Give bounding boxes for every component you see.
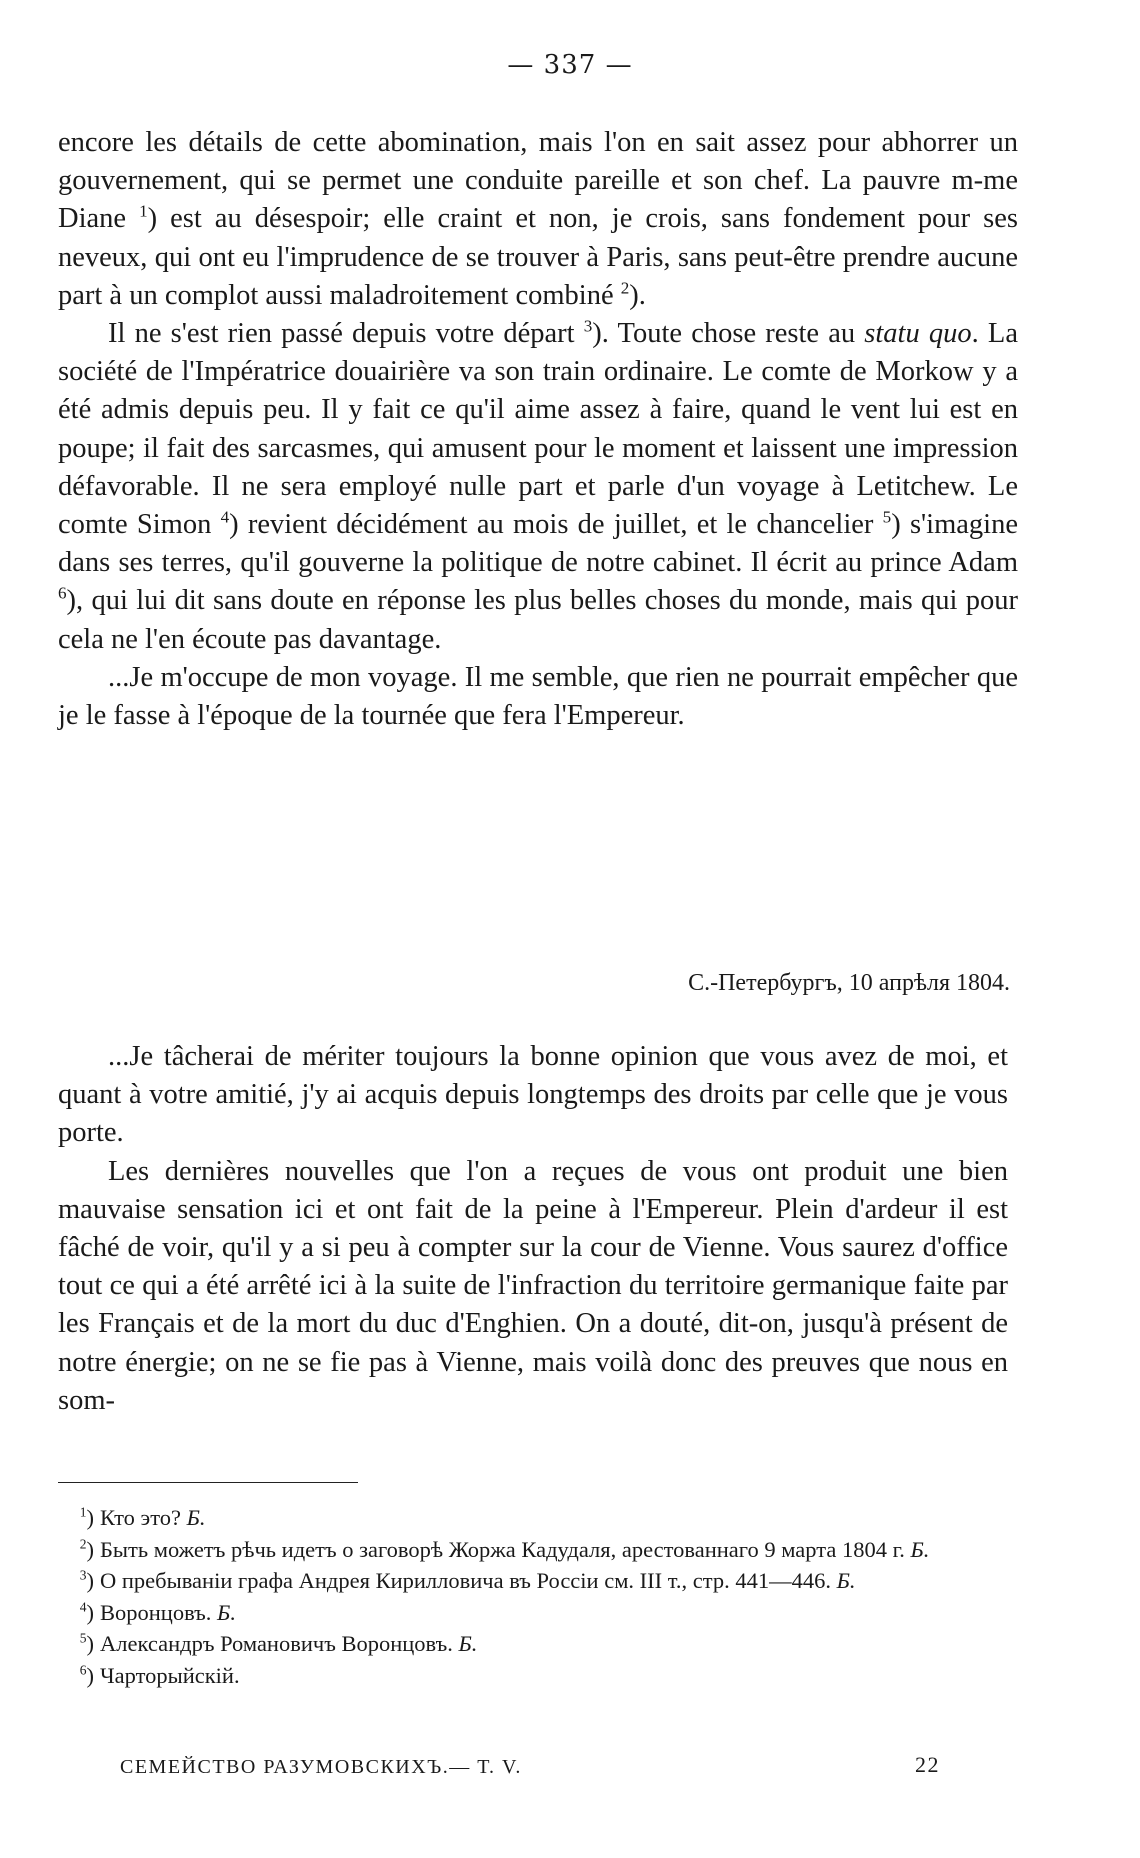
footnote xyxy=(50,1534,1010,1566)
text-run: encore les détails de cette abomination, mais l'on en sait assez pour abhorrer un gouvernement, qui se permet une conduite pareille et son chef. La pauvre m-me Diane xyxy=(58,127,1018,235)
footnote-mark: $^5$) xyxy=(79,1630,94,1656)
footnote-text: Быть можетъ рѣчь идетъ о заговорѣ Жоржа Кадудаля, арестованнаго 9 марта 1804 г. xyxy=(100,1536,911,1562)
paragraph: ...Je tâcherai de mériter toujours la bonne opinion que vous avez de moi, et quant à votre amitié, j'y ai acquis depuis longtemps des droits par celle que je vous porte. xyxy=(58,1041,1008,1149)
paragraph xyxy=(58,315,1018,659)
footnote-ref: 1 xyxy=(139,201,148,221)
text-run: . La société de l'Impératrice douairière va son train ordinaire. Le comte de Morkow y a été admis depuis peu. Il y fait ce qu'il aime assez à faire, quand le vent lui est en poupe; il fait des sarcasmes, qui amusent pour le moment et laissent une impression défavorable. Il ne sera employé nulle part et parle d'un voyage à Letitchew. Le comte Simon xyxy=(58,318,1018,541)
footnote-text: Чарторыйскій. xyxy=(100,1662,240,1688)
footnote-text: Александръ Романовичъ Воронцовъ. xyxy=(100,1631,459,1656)
footnote-text: Кто это? xyxy=(100,1505,187,1530)
footnote xyxy=(50,1502,1010,1534)
sheet-number: 22 xyxy=(915,1752,940,1777)
text-run: ) est au désespoir; elle craint et non, je crois, sans fondement pour ses neveux, qui ont eu l'imprudence de se trouver à Paris, sans peut-être prendre aucune part à un complot aussi maladroitement combiné xyxy=(58,203,1018,311)
paragraph: Les dernières nouvelles que l'on a reçues de vous ont produit une bien mauvaise sensation ici et ont fait de la peine à l'Empereur. Plein d'ardeur il est fâché de voir, qu'il y a si peu à compter sur la cour de Vienne. Vous saurez d'office tout ce qui a été arrêté ici à la suite de l'infraction du territoire germanique faite par les Français et de la mort du duc d'Enghien. On a douté, dit-on, jusqu'à présent de notre énergie; on ne se fie pas à Vienne, mais voilà donc des preuves que nous en som- xyxy=(58,1155,1008,1416)
footnotes xyxy=(50,1502,1010,1691)
dateline: С.-Петербургъ, 10 апрѣля 1804. xyxy=(688,970,1010,996)
printer-signature: СЕМЕЙСТВО РАЗУМОВСКИХЪ.— Т. V. xyxy=(120,1756,522,1778)
text-run: Il ne s'est rien passé depuis votre départ xyxy=(108,318,584,350)
footnote-mark: $^1$) xyxy=(79,1504,94,1530)
footnote-text: Воронцовъ. xyxy=(100,1599,218,1625)
text-run: ), qui lui dit sans doute en réponse les plus belles choses du monde, mais qui pour cela ne l'en écoute pas davantage. xyxy=(58,585,1018,655)
paragraph: ...Je m'occupe de mon voyage. Il me semble, que rien ne pourrait empêcher que je le fasse à l'époque de la tournée que fera l'Empereur. xyxy=(58,661,1018,732)
footnote-mark: $^6$) xyxy=(79,1662,94,1688)
footnote-ref: 6 xyxy=(58,583,67,603)
footnote-mark: $^4$) xyxy=(79,1599,94,1625)
text-run: ). Toute chose reste au xyxy=(592,318,865,350)
footnote-signature: Б. xyxy=(836,1568,856,1593)
italic-text: statu quo xyxy=(864,318,972,350)
footnote-signature: Б. xyxy=(217,1599,236,1625)
footnote-divider xyxy=(58,1482,358,1483)
footnote-mark: $^3$) xyxy=(79,1567,94,1593)
footnote xyxy=(50,1628,1010,1660)
footnote-signature: Б. xyxy=(458,1631,478,1656)
page-number: — 337 — xyxy=(507,50,633,80)
text-run: ) revient décidément au mois de juillet, et le chancelier xyxy=(229,509,883,541)
footnote xyxy=(50,1660,1010,1692)
footnote-ref: 3 xyxy=(583,316,593,336)
footnote-ref: 5 xyxy=(882,507,892,527)
footnote xyxy=(50,1565,1010,1597)
footnote-ref: 4 xyxy=(220,507,230,527)
footnote-text: О пребываніи графа Андрея Кирилловича въ Россіи см. III т., стр. 441—446. xyxy=(100,1568,837,1593)
letter-text-2 xyxy=(58,1038,1008,1420)
footnote-signature: Б. xyxy=(186,1505,206,1530)
letter-text-1 xyxy=(58,124,1018,735)
footnote-mark: $^2$) xyxy=(79,1536,94,1562)
text-run: ) s'imagine dans ses terres, qu'il gouverne la politique de notre cabinet. Il écrit au prince Adam xyxy=(58,509,1018,579)
text-run: ). xyxy=(629,279,646,311)
paragraph xyxy=(58,124,1018,315)
footnote-ref: 2 xyxy=(620,278,630,298)
footnote-signature: Б. xyxy=(910,1536,930,1562)
footnote xyxy=(50,1597,1010,1629)
